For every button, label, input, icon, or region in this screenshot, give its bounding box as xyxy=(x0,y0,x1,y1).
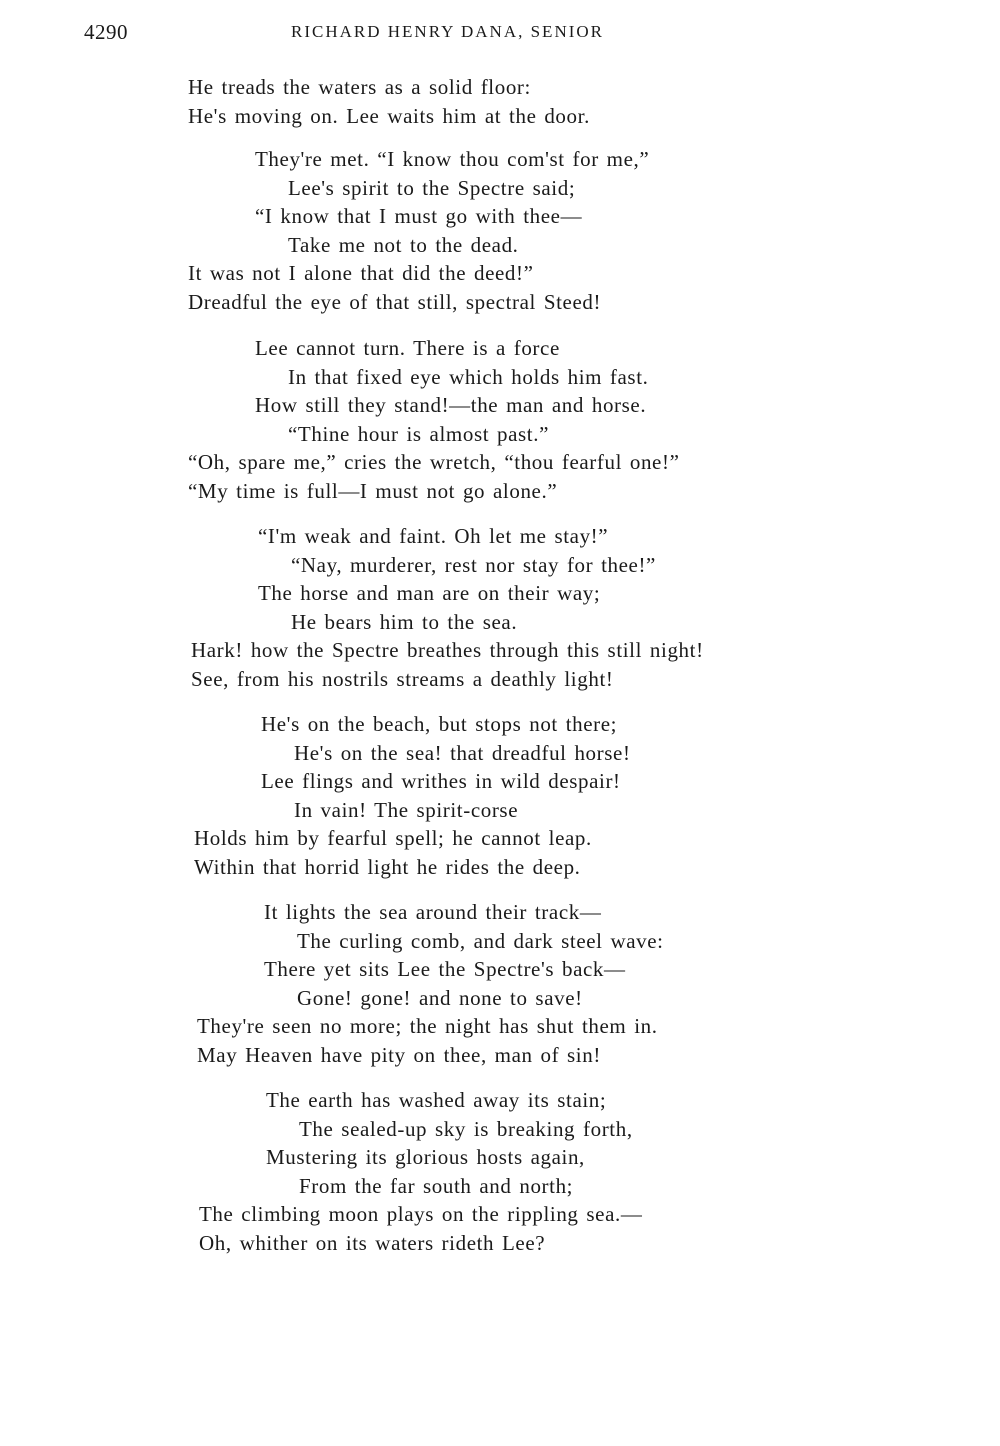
poem-line: The sealed-up sky is breaking forth, xyxy=(299,1117,633,1141)
poem-line: The horse and man are on their way; xyxy=(258,581,601,605)
poem-line: Mustering its glorious hosts again, xyxy=(266,1145,585,1169)
poem-line: “Thine hour is almost past.” xyxy=(288,422,549,446)
poem-line: The earth has washed away its stain; xyxy=(266,1088,607,1112)
running-head: RICHARD HENRY DANA, SENIOR xyxy=(291,22,604,41)
poem-line: Holds him by fearful spell; he cannot leap. xyxy=(194,826,592,850)
poem-line: It was not I alone that did the deed!” xyxy=(188,261,534,285)
poem-line: Lee's spirit to the Spectre said; xyxy=(288,176,576,200)
poem-line: He treads the waters as a solid floor: xyxy=(188,75,531,99)
poem-line: Dreadful the eye of that still, spectral Steed! xyxy=(188,290,602,314)
poem-line: From the far south and north; xyxy=(299,1174,574,1198)
poem-line: The curling comb, and dark steel wave: xyxy=(297,929,664,953)
poem-line: In that fixed eye which holds him fast. xyxy=(288,365,649,389)
poem-line: Lee cannot turn. There is a force xyxy=(255,336,560,360)
poem-line: “Oh, spare me,” cries the wretch, “thou fearful one!” xyxy=(188,450,680,474)
poem-line: “Nay, murderer, rest nor stay for thee!” xyxy=(291,553,656,577)
poem-line: He bears him to the sea. xyxy=(291,610,518,634)
poem-line: May Heaven have pity on thee, man of sin! xyxy=(197,1043,601,1067)
poem-line: They're seen no more; the night has shut them in. xyxy=(197,1014,658,1038)
poem-line: There yet sits Lee the Spectre's back— xyxy=(264,957,626,981)
poem-line: In vain! The spirit-corse xyxy=(294,798,519,822)
poem-line: He's moving on. Lee waits him at the door. xyxy=(188,104,590,128)
poem-line: Gone! gone! and none to save! xyxy=(297,986,583,1010)
poem-line: Lee flings and writhes in wild despair! xyxy=(261,769,621,793)
poem-line: How still they stand!—the man and horse. xyxy=(255,393,647,417)
poem-line: The climbing moon plays on the rippling sea.— xyxy=(199,1202,643,1226)
poem-line: He's on the sea! that dreadful horse! xyxy=(294,741,631,765)
poem-line: Take me not to the dead. xyxy=(288,233,519,257)
poem-line: Hark! how the Spectre breathes through this still night! xyxy=(191,638,704,662)
poem-line: They're met. “I know thou com'st for me,” xyxy=(255,147,650,171)
poem-line: “I'm weak and faint. Oh let me stay!” xyxy=(258,524,609,548)
poem-line: “I know that I must go with thee— xyxy=(255,204,583,228)
poem-line: It lights the sea around their track— xyxy=(264,900,602,924)
poem-line: He's on the beach, but stops not there; xyxy=(261,712,618,736)
poem-line: Oh, whither on its waters rideth Lee? xyxy=(199,1231,546,1255)
poem-line: “My time is full—I must not go alone.” xyxy=(188,479,558,503)
page-number: 4290 xyxy=(84,20,128,44)
poem-line: Within that horrid light he rides the deep. xyxy=(194,855,581,879)
poem-line: See, from his nostrils streams a deathly light! xyxy=(191,667,614,691)
